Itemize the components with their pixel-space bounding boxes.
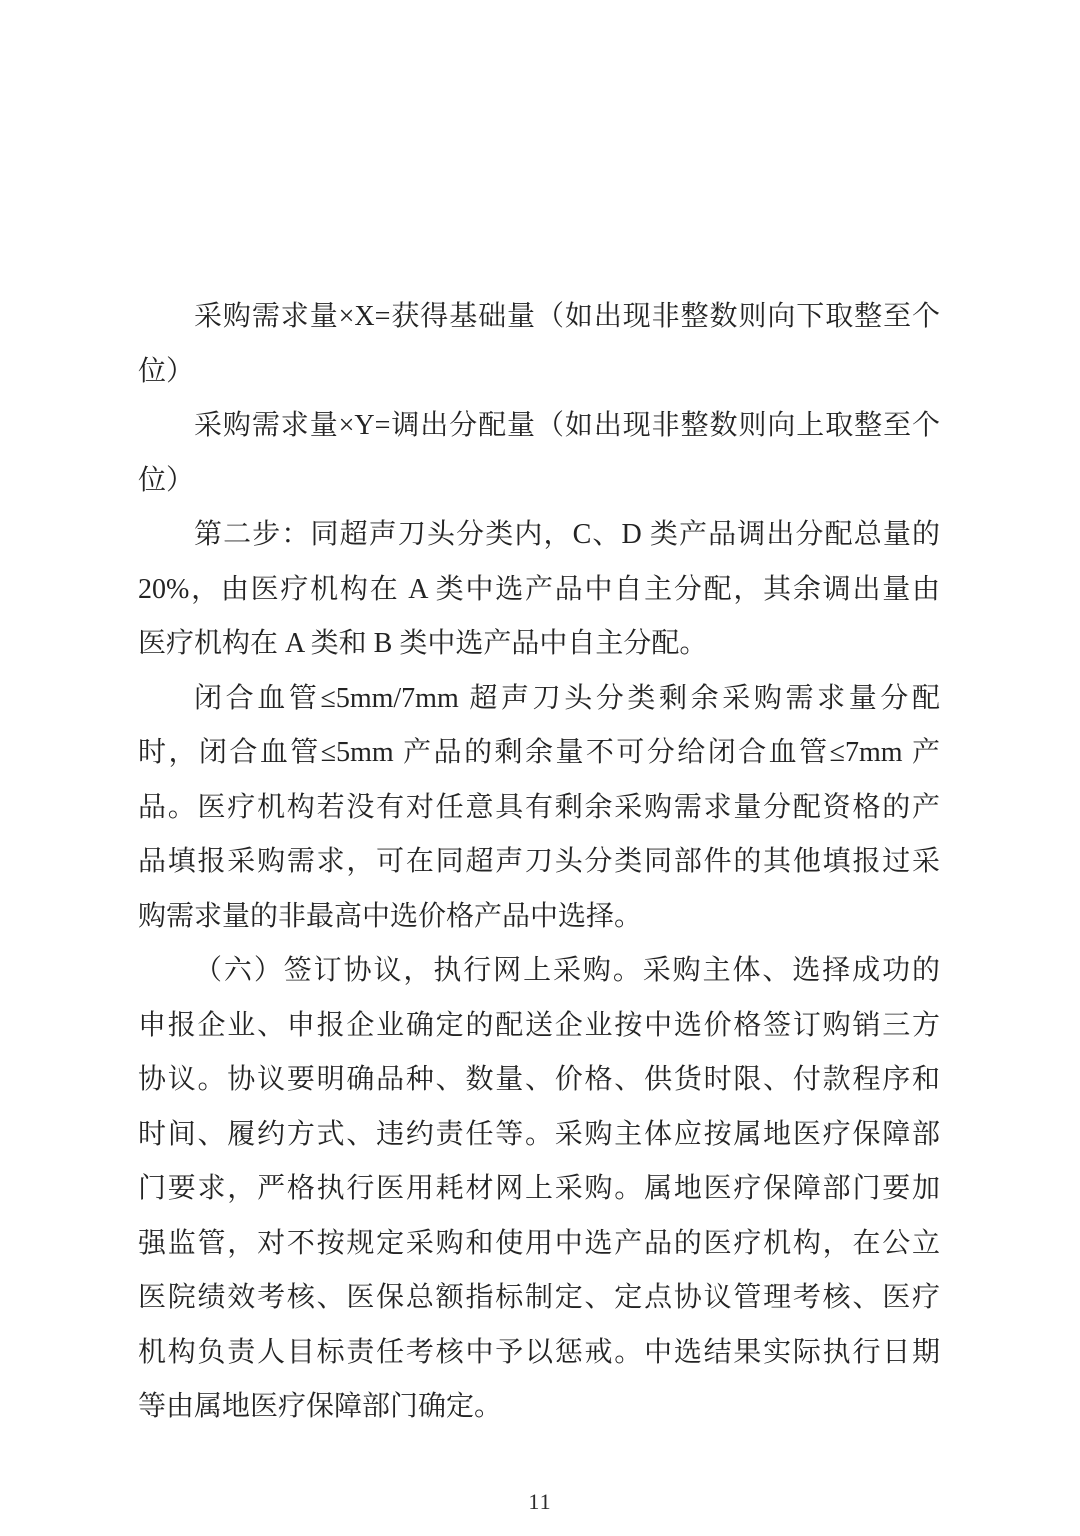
text-line: 购需求量的非最高中选价格产品中选择。 <box>138 900 643 932</box>
text-line: 品填报采购需求，可在同超声刀头分类同部件的其他填报过采 <box>138 846 940 877</box>
text-line: 第二步：同超声刀头分类内，C、D 类产品调出分配总量的 <box>194 519 940 550</box>
text-line: 位） <box>138 355 195 387</box>
text-line: 闭合血管≤5mm/7mm 超声刀头分类剩余采购需求量分配 <box>194 682 940 714</box>
paragraph-section-six-sign-agreement <box>138 944 940 1435</box>
paragraph-formula-basic-quantity <box>138 290 940 399</box>
paragraph-step-two <box>138 508 940 672</box>
paragraph-remaining-demand-allocation <box>138 672 940 945</box>
document-body <box>138 0 940 1435</box>
text-line: 采购需求量×Y=调出分配量（如出现非整数则向上取整至个 <box>194 410 940 441</box>
text-line: 门要求，严格执行医用耗材网上采购。属地医疗保障部门要加 <box>138 1173 940 1204</box>
text-line: 医疗机构在 A 类和 B 类中选产品中自主分配。 <box>138 628 708 659</box>
text-line: 20%，由医疗机构在 A 类中选产品中自主分配，其余调出量由 <box>138 573 940 605</box>
text-line: 申报企业、申报企业确定的配送企业按中选价格签订购销三方 <box>138 1009 940 1041</box>
text-line: 品。医疗机构若没有对任意具有剩余采购需求量分配资格的产 <box>138 791 940 823</box>
text-line: 采购需求量×X=获得基础量（如出现非整数则向下取整至个 <box>194 301 940 332</box>
text-line: 时间、履约方式、违约责任等。采购主体应按属地医疗保障部 <box>138 1118 940 1150</box>
text-line: 位） <box>138 464 195 496</box>
text-line: 医院绩效考核、医保总额指标制定、定点协议管理考核、医疗 <box>138 1282 940 1313</box>
page-number: 11 <box>528 1489 552 1514</box>
paragraph-formula-transfer-quantity <box>138 399 940 508</box>
page-footer <box>0 1489 1080 1515</box>
text-line: 强监管，对不按规定采购和使用中选产品的医疗机构，在公立 <box>138 1227 940 1259</box>
text-line: 等由属地医疗保障部门确定。 <box>138 1391 503 1422</box>
text-line: 协议。协议要明确品种、数量、价格、供货时限、付款程序和 <box>138 1064 940 1095</box>
text-line: （六）签订协议，执行网上采购。采购主体、选择成功的 <box>194 955 940 986</box>
text-line: 机构负责人目标责任考核中予以惩戒。中选结果实际执行日期 <box>138 1336 940 1368</box>
text-line: 时，闭合血管≤5mm 产品的剩余量不可分给闭合血管≤7mm 产 <box>138 737 940 768</box>
